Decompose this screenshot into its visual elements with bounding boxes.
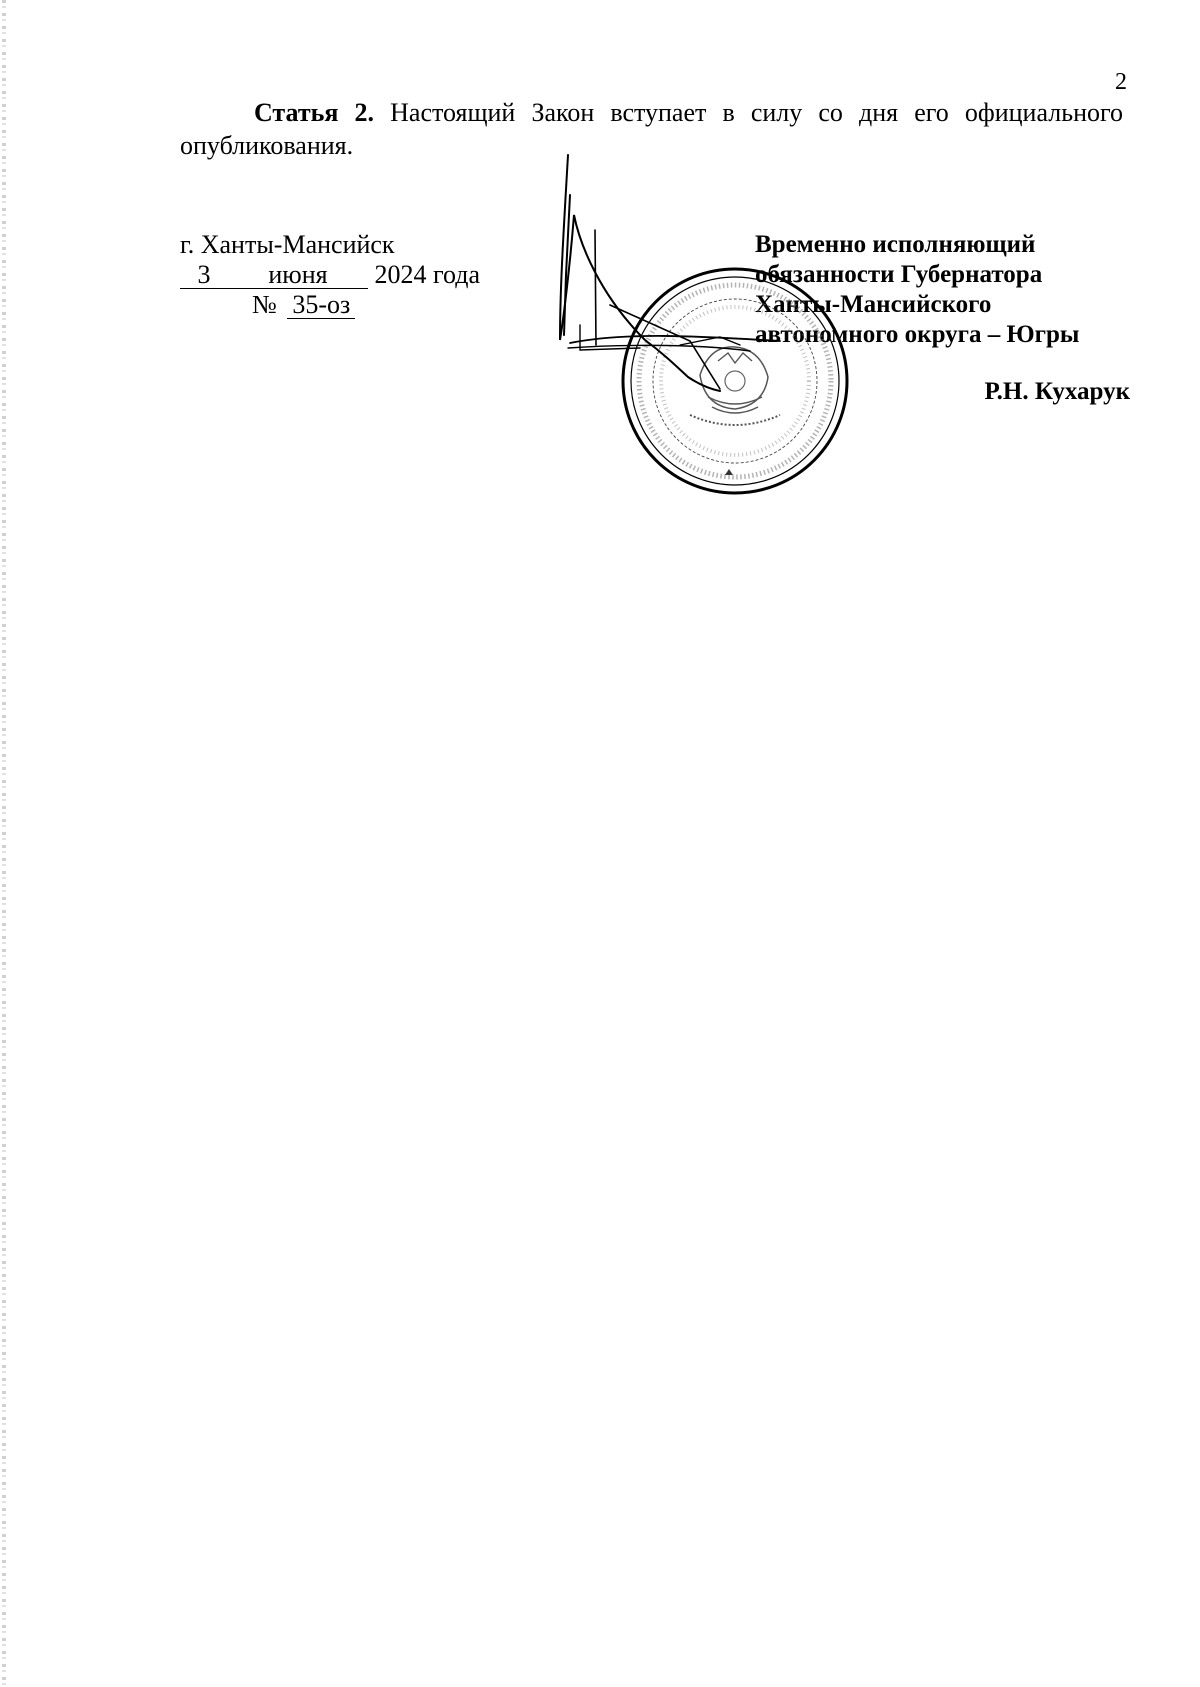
article-label: Статья 2. xyxy=(254,98,375,127)
date-day: 3 xyxy=(180,262,228,289)
signatory-name: Р.Н. Кухарук xyxy=(984,378,1130,405)
signatory-title-line-4: автономного округа – Югры xyxy=(755,321,1080,348)
article-text-line-1: Настоящий Закон вступает в силу со дня его официального xyxy=(374,98,1124,127)
signatory-title-line-2: обязанности Губернатора xyxy=(755,261,1043,288)
date-year: 2024 года xyxy=(374,260,481,289)
signatory-title-line-1: Временно исполняющий xyxy=(755,231,1036,258)
article-paragraph xyxy=(180,96,1123,162)
law-number-line xyxy=(180,290,520,320)
place-and-date-block xyxy=(180,230,520,320)
law-number: 35-оз xyxy=(287,292,355,319)
signatory-block xyxy=(755,230,1130,407)
date-month: июня xyxy=(228,262,368,289)
city: г. Ханты-Мансийск xyxy=(180,230,395,259)
signature-icon xyxy=(560,155,780,391)
scan-edge-artifact xyxy=(2,0,6,1687)
date-line xyxy=(180,260,520,290)
signatory-title-line-3: Ханты-Мансийского xyxy=(755,291,992,318)
article-text-line-2: опубликования. xyxy=(180,131,354,160)
article-line-1 xyxy=(180,96,1123,129)
page-number: 2 xyxy=(1115,69,1127,95)
law-number-prefix: № xyxy=(252,290,277,319)
